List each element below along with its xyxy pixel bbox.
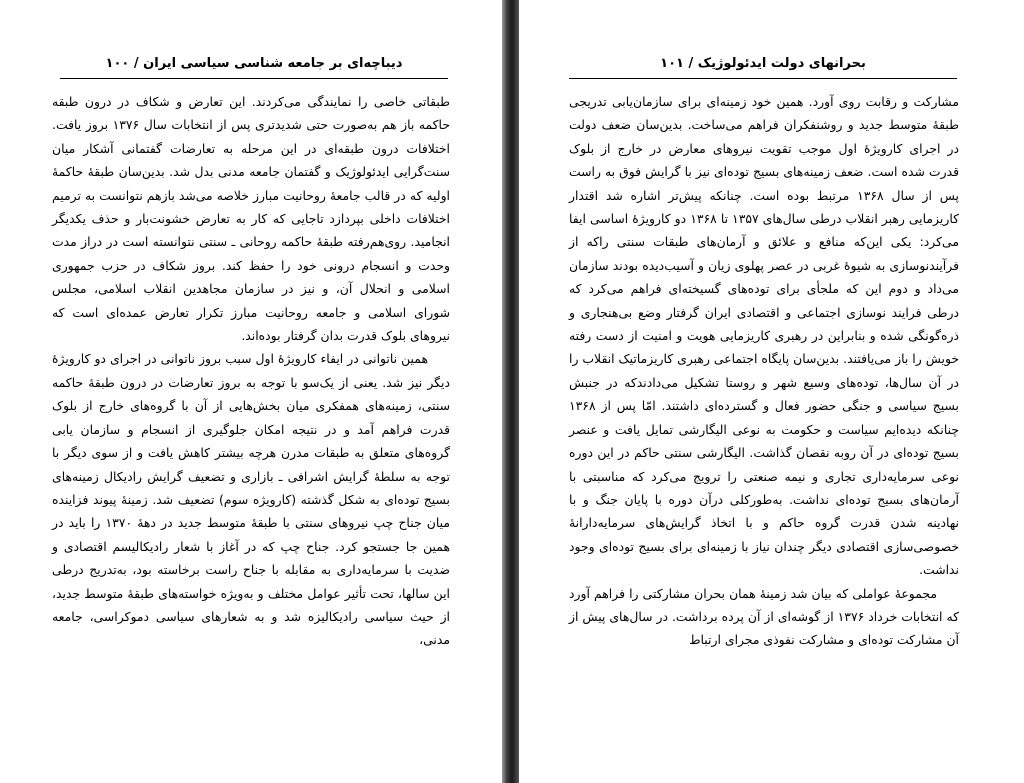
left-page-body <box>52 90 450 652</box>
left-paragraph-1: طبقاتی خاصی را نمایندگی می‌کردند. این تعارض و شکاف در درون طبقه حاکمه باز هم به‌صورت حتی شدیدتری پس از انتخابات سال ۱۳۷۶ بروز یافت. اختلافات درون طبقه‌ای در این مرحله به تعارضات گفتمانی آشکار میان سنت‌گرایی ایدئولوژیک و گفتمان جامعه مدنی بدل شد. بدین‌سان طبقهٔ حاکمهٔ اولیه که در قالب جامعهٔ روحانیت مبارز خلاصه می‌شد بازهم نتوانست به ترمیم اختلافات داخلی بپردازد تاجایی که کار به تعارض خشونت‌بار و حذف یکدیگر انجامید. روی‌هم‌رفته طبقهٔ حاکمه روحانی ـ سنتی نتوانسته است در دراز مدت وحدت و انسجام درونی خود را حفظ کند. بروز شکاف در حزب جمهوری اسلامی و انحلال آن، و نیز در سازمان مجاهدین انقلاب اسلامی، مجلس شورای اسلامی و جامعه روحانیت مبارز تکرار تعارض عمده‌ای است که نیروهای بلوک قدرت بدان گرفتار بوده‌اند. <box>52 94 450 344</box>
right-page-header: بحرانهای دولت ایدئولوژیک / ۱۰۱ <box>569 52 957 79</box>
right-page <box>519 0 1024 783</box>
right-paragraph-1: مشارکت و رقابت روی آورد. همین خود زمینه‌ای برای سازمان‌یابی تدریجی طبقهٔ متوسط جدید و روشنفکران فراهم می‌ساخت. بدین‌سان ضعف دولت در اجرای کارویژهٔ اول موجب تقویت نیروهای معارض در خارج از بلوک قدرت شده است. ضعف زمینه‌های بسیج توده‌ای نیز با گرایش فوق به راست پس از سال ۱۳۶۸ مرتبط بوده است. چنانکه پیش‌تر اشاره شد اقتدار کاریزمایی رهبر انقلاب درطی سال‌های ۱۳۵۷ تا ۱۳۶۸ دو کارویژهٔ اساسی ایفا می‌کرد: یکی این‌که منافع و علائق و آرمان‌های طبقات سنتی راکه از فرآیندنوسازی به شیوهٔ غربی در عصر پهلوی زیان و آسیب‌دیده بودند سازمان می‌داد و دوم این که ملجأی برای توده‌های گسیخته‌ای فراهم می‌کرد که درطی فرایند نوسازی اجتماعی و اقتصادی ایران گرفتار وضع بی‌هنجاری و ذره‌گونگی شده و بنابراین در رهبری کاریزمایی هویت و امنیت از دست رفته خویش را باز می‌یافتند. بدین‌سان پایگاه اجتماعی رهبری کاریزماتیک انقلاب را در آن سال‌ها، توده‌های وسیع شهر و روستا تشکیل می‌دادندکه در جنبش بسیج سیاسی و جنگی حضور فعال و گسترده‌ای داشتند. امّا پس از ۱۳۶۸ چنانکه دیده‌ایم سیاست و حکومت به نوعی الیگارشی تمایل یافت و عنصر بسیج توده‌ای در آن روبه نقصان گذاشت. الیگارشی سنتی حاکم در این دوره نوعی سرمایه‌داری تجاری و نیمه صنعتی را ترویج می‌کرد که مناسبتی با آرمان‌های بسیج توده‌ای نداشت. به‌طورکلی درآن دوره با پایان جنگ و با نهادینه شدن قدرت گروه حاکم و با اتخاذ گرایش‌های سرمایه‌دارانهٔ خصوصی‌سازی اقتصادی دیگر چندان نیاز با زمینه‌ای برای بسیج توده‌ای وجود نداشت. <box>569 94 959 578</box>
right-page-body <box>569 90 959 652</box>
book-spine-gutter <box>502 0 519 783</box>
left-page <box>0 0 502 783</box>
left-page-header: دیباچه‌ای بر جامعه شناسی سیاسی ایران / ۱۰۰ <box>60 52 448 79</box>
left-paragraph-2: همین ناتوانی در ایفاء کارویژهٔ اول سبب بروز ناتوانی در اجرای دو کارویژهٔ دیگر نیز شد. یعنی از یک‌سو با توجه به بروز تعارضات در درون طبقهٔ حاکمه سنتی، زمینه‌های همفکری میان بخش‌هایی از آن با گروه‌های خارج از بلوک قدرت فراهم آمد و در نتیجه امکان جلوگیری از انسجام و سازمان یابی گروه‌های متعلق به طبقات مدرن هرچه بیشتر کاهش یافت و از سوی دیگر با توجه به سلطهٔ گرایش اشرافی ـ بازاری و تضعیف گرایش رادیکال زمینه‌های بسیج توده‌ای به شکل گذشته (کارویژه سوم) تضعیف شد. زمینهٔ پیوند فزاینده میان جناح چپ نیروهای سنتی با طبقهٔ متوسط جدید در دههٔ ۱۳۷۰ را باید در همین جا جستجو کرد. جناح چپ که در آغاز با شعار رادیکالیسم اقتصادی و ضدیت با سرمایه‌داری به مقابله با جناح راست برخاسته بود، به‌تدریج درطی این سالها، تحت تأثیر عوامل مختلف و به‌ویژه خواسته‌های طبقهٔ متوسط جدید، از حیث سیاسی رادیکالیزه شد و به شعارهای سیاسی دموکراسی، جامعه مدنی، <box>52 351 450 648</box>
right-paragraph-2: مجموعهٔ عواملی که بیان شد زمینهٔ همان بحران مشارکتی را فراهم آورد که انتخابات خرداد ۱۳۷۶ از گوشه‌ای از آن پرده برداشت. در سال‌های پیش از آن مشارکت توده‌ای و مشارکت نفوذی مجرای ارتباط <box>569 585 959 648</box>
